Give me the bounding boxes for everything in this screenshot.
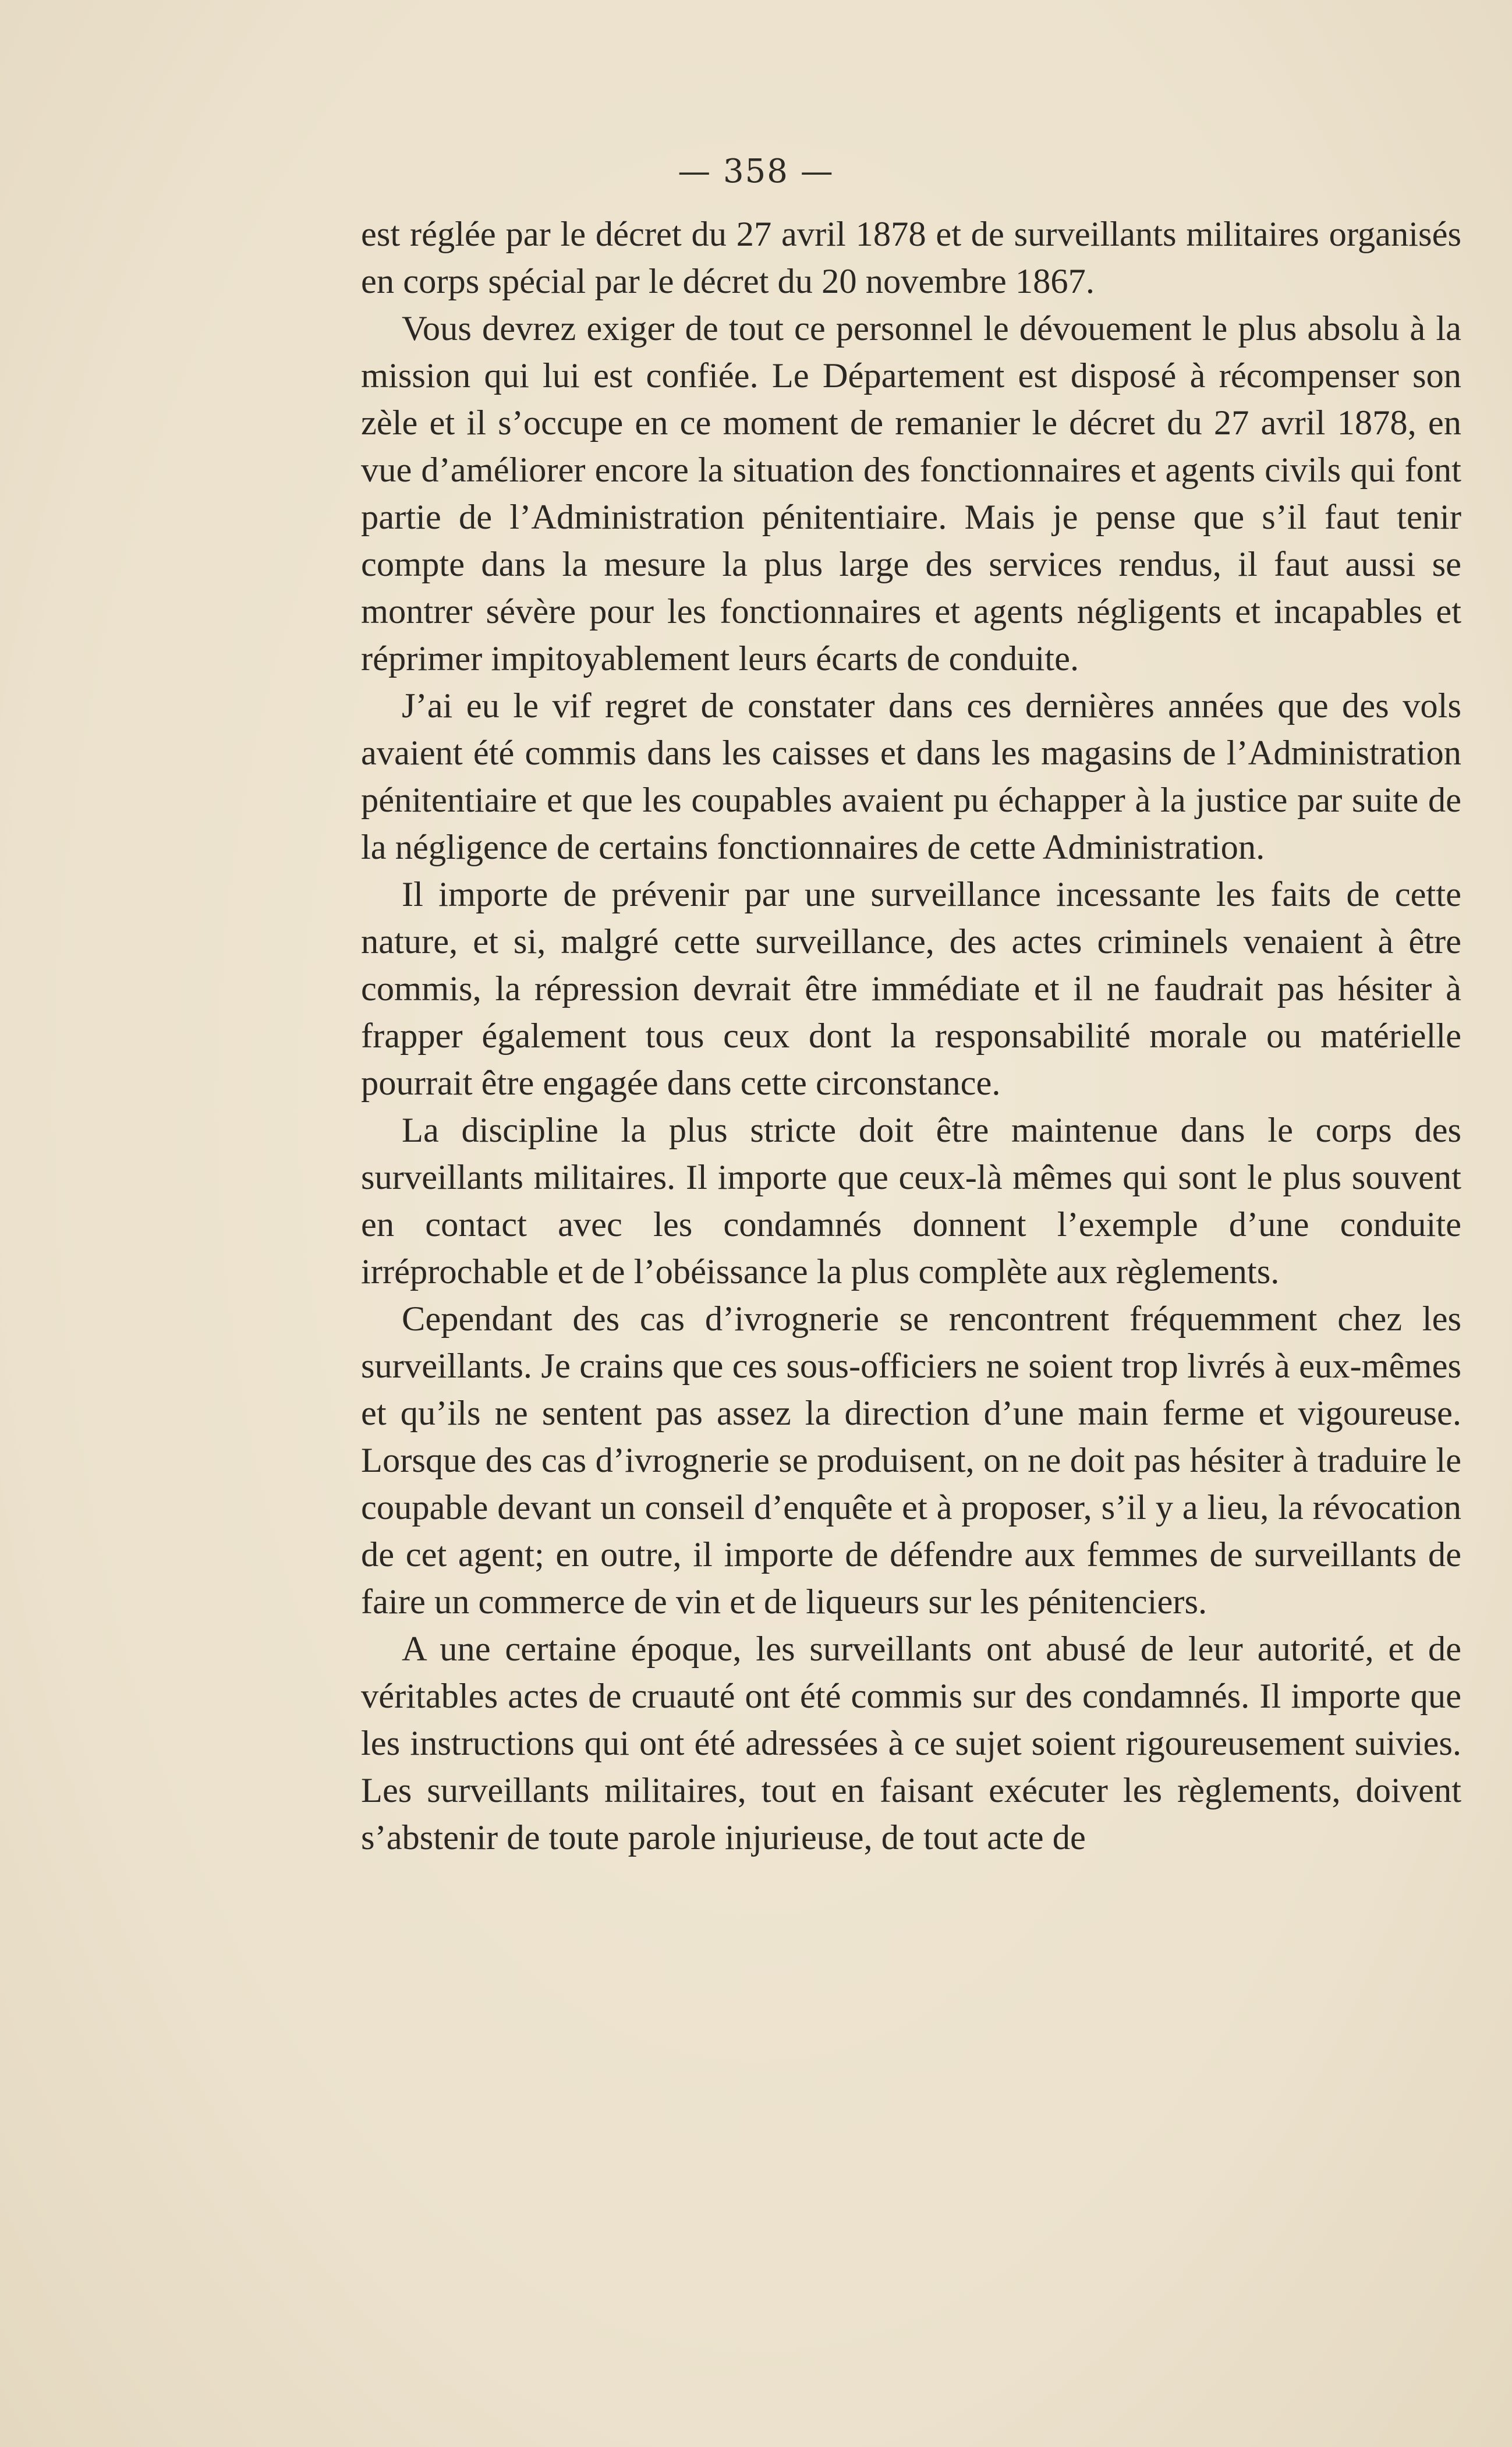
body-text (361, 211, 1461, 1861)
paragraph-4: Il importe de prévenir par une surveillance incessante les faits de cette nature, et si, malgré cette surveillance, des actes criminels venaient à être commis, la répression devrait être immédiate et il ne faudrait pas hésiter à frapper également tous ceux dont la responsabilité morale ou matérielle pourrait être engagée dans cette circonstance. (361, 875, 1461, 1103)
paragraph-2: Vous devrez exiger de tout ce personnel le dévouement le plus absolu à la mission qui lui est confiée. Le Département est disposé à récompenser son zèle et il s’occupe en ce moment de remanier le décret du 27 avril 1878, en vue d’améliorer encore la situation des fonctionnaires et agents civils qui font partie de l’Administration pénitentiaire. Mais je pense que s’il faut tenir compte dans la mesure la plus large des services rendus, il faut aussi se montrer sévère pour les fonctionnaires et agents négligents et incapables et réprimer impitoyablement leurs écarts de conduite. (361, 309, 1461, 678)
paragraph-7: A une certaine époque, les surveillants ont abusé de leur autorité, et de véritables actes de cruauté ont été commis sur des condamnés. Il importe que les instructions qui ont été adressées à ce sujet soient rigoureusement suivies. Les surveillants militaires, tout en faisant exécuter les règlements, doivent s’abstenir de toute parole injurieuse, de tout acte de (361, 1630, 1461, 1857)
paragraph-6: Cependant des cas d’ivrognerie se rencontrent fréquemment chez les surveillants. Je crains que ces sous-officiers ne soient trop livrés à eux-mêmes et qu’ils ne sentent pas assez la direction d’une main ferme et vigoureuse. Lorsque des cas d’ivrognerie se produisent, on ne doit pas hésiter à traduire le coupable devant un conseil d’enquête et à proposer, s’il y a lieu, la révocation de cet agent; en outre, il importe de défendre aux femmes de surveillants de faire un commerce de vin et de liqueurs sur les pénitenciers. (361, 1299, 1461, 1621)
paragraph-5: La discipline la plus stricte doit être maintenue dans le corps des surveillants militaires. Il importe que ceux-là mêmes qui sont le plus souvent en contact avec les condamnés donnent l’exemple d’une conduite irréprochable et de l’obéissance la plus complète aux règlements. (361, 1111, 1461, 1291)
paragraph-1: est réglée par le décret du 27 avril 1878 et de surveillants militaires organisés en corps spécial par le décret du 20 novembre 1867. (361, 215, 1461, 301)
paragraph-3: J’ai eu le vif regret de constater dans ces dernières années que des vols avaient été commis dans les caisses et dans les magasins de l’Administration pénitentiaire et que les coupables avaient pu échapper à la justice par suite de la négligence de certains fonctionnaires de cette Administration. (361, 686, 1461, 867)
page-number: — 358 — (678, 153, 834, 190)
